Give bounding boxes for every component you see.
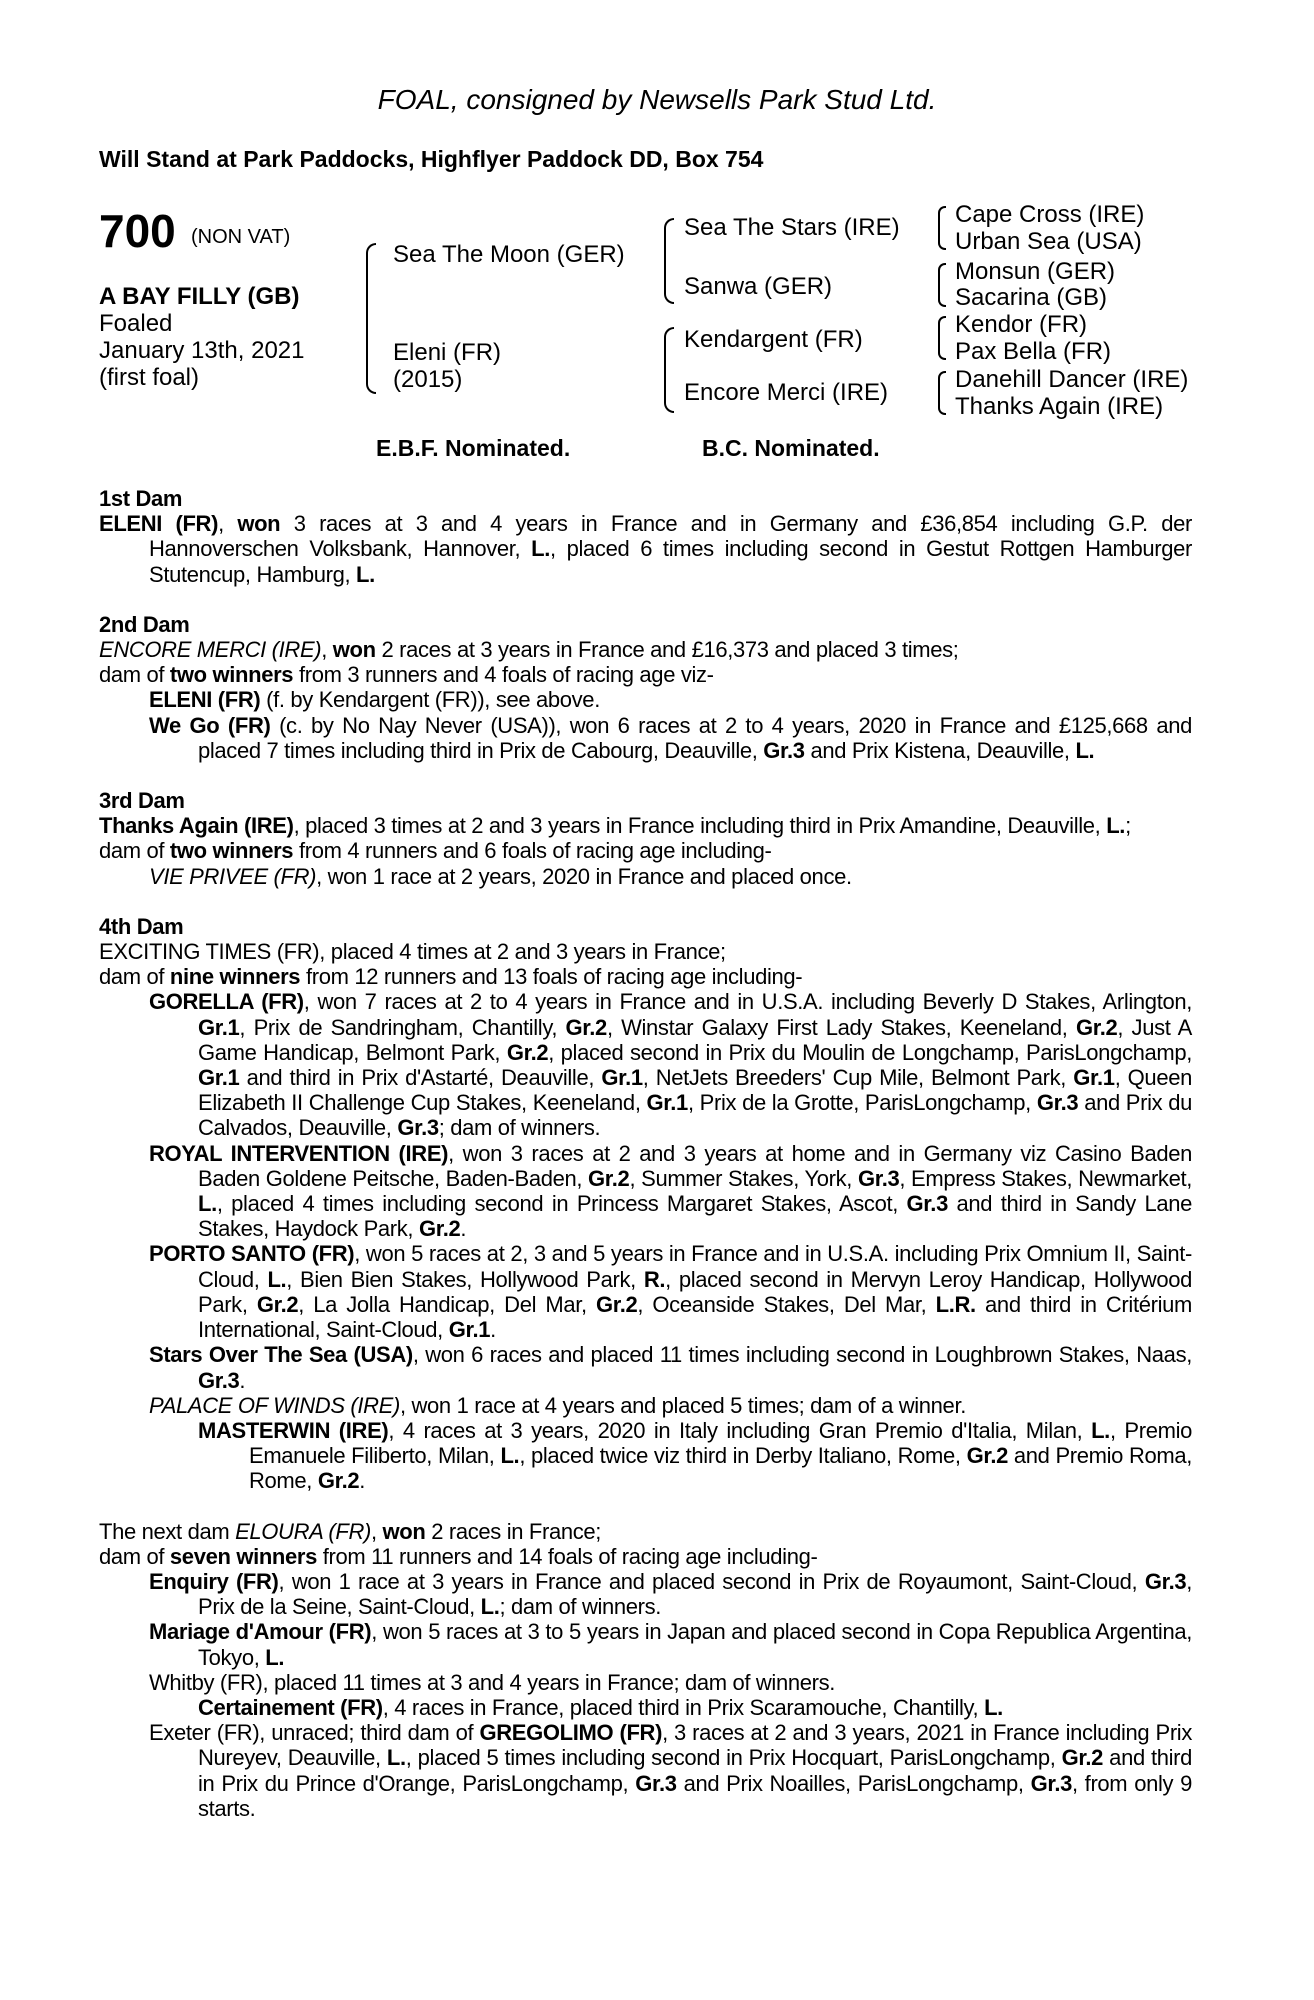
- text: dam of: [99, 1543, 170, 1569]
- bold-text: Gr.3: [1030, 1770, 1072, 1796]
- text: Whitby (FR), placed 11 times at 3 and 4 years in France; dam of winners.: [149, 1669, 836, 1695]
- text: , placed 4 times including second in Princess Margaret Stakes, Ascot,: [216, 1191, 907, 1217]
- bold-text: Enquiry (FR): [149, 1568, 279, 1594]
- pedigree-brace: [664, 327, 674, 413]
- section-heading: 4th Dam: [99, 913, 184, 939]
- text: , placed 5 times including second in Prix Hocquart, ParisLongchamp,: [405, 1745, 1062, 1771]
- bold-text: two winners: [169, 662, 294, 688]
- produce-record: [99, 1141, 1192, 1242]
- dam-section: [99, 914, 1192, 1494]
- text: , 4 races at 3 years, 2020 in Italy including Gran Premio d'Italia, Milan,: [388, 1417, 1092, 1443]
- text: from 4 runners and 6 foals of racing age including-: [293, 838, 772, 864]
- bold-text: L.: [480, 1594, 500, 1620]
- text: , won 1 race at 2 years, 2020 in France and placed once.: [316, 863, 852, 889]
- text: , placed second in Mervyn Leroy Handicap, Hollywood Park,: [198, 1266, 1192, 1317]
- bold-text: seven winners: [169, 1543, 317, 1569]
- text: ; dam of winners.: [499, 1594, 662, 1620]
- pedigree-sire-sire: Sea The Stars (IRE): [684, 214, 900, 241]
- produce-record: [99, 1418, 1192, 1494]
- text: and Prix du Calvados, Deauville,: [198, 1090, 1192, 1141]
- pedigree-ss-sire: Cape Cross (IRE): [955, 201, 1145, 228]
- bold-text: Gr.1: [448, 1317, 491, 1343]
- pedigree-ds-sire: Kendor (FR): [955, 311, 1088, 338]
- pedigree-brace: [938, 316, 946, 360]
- text: , won 3 races at 2 and 3 years at home and in Germany viz Casino Baden Baden Goldene Peitsche, Baden-Baden,: [198, 1140, 1192, 1191]
- text: ,: [370, 1518, 383, 1544]
- text: The next dam: [99, 1518, 236, 1544]
- text: .: [460, 1216, 467, 1242]
- bold-text: L.: [1106, 813, 1126, 839]
- bold-text: Gr.2: [256, 1291, 299, 1317]
- foaled-label: Foaled: [99, 310, 173, 337]
- bold-text: Gr.3: [635, 1770, 677, 1796]
- bold-text: Gr.3: [906, 1191, 948, 1217]
- pedigree-brace: [938, 206, 946, 250]
- text: and third in Critérium International, Saint-Cloud,: [198, 1291, 1192, 1343]
- bold-text: Gr.2: [317, 1468, 360, 1494]
- text: , Empress Stakes, Newmarket,: [899, 1165, 1192, 1191]
- text: from 12 runners and 13 foals of racing age including-: [300, 964, 803, 990]
- pedigree-sd-dam: Sacarina (GB): [955, 284, 1108, 311]
- pedigree-brace: [938, 371, 946, 415]
- pedigree-brace: [664, 218, 674, 304]
- pedigree-sd-sire: Monsun (GER): [955, 258, 1116, 285]
- bold-text: Gr.2: [565, 1014, 607, 1040]
- bold-text: Gr.1: [198, 1014, 240, 1040]
- bold-text: Gr.2: [1061, 1745, 1104, 1771]
- bold-text: Gr.1: [198, 1065, 240, 1091]
- dam-section: [99, 788, 1192, 889]
- text: , Winstar Galaxy First Lady Stakes, Keeneland,: [606, 1014, 1076, 1040]
- text: and Prix Noailles, ParisLongchamp,: [676, 1770, 1031, 1796]
- text: , Just A Game Handicap, Belmont Park,: [198, 1014, 1192, 1065]
- text: dam of: [99, 838, 170, 864]
- bold-text: L.: [386, 1745, 406, 1771]
- text: from 11 runners and 14 foals of racing age including-: [317, 1543, 818, 1569]
- produce-record: [99, 687, 1192, 712]
- text: ,: [321, 637, 333, 663]
- lot-price: 700: [99, 205, 176, 257]
- text: Exeter (FR), unraced; third dam of: [149, 1720, 480, 1746]
- lot-name: A BAY FILLY (GB): [99, 283, 300, 310]
- bold-text: We Go (FR): [149, 712, 271, 738]
- pedigree-dam: Eleni (FR): [393, 339, 502, 366]
- text: , won 7 races at 2 to 4 years in France and in U.S.A. including Beverly D Stakes, Arlington,: [303, 989, 1192, 1015]
- foal-note: (first foal): [99, 364, 200, 391]
- bold-text: Gr.2: [1075, 1014, 1118, 1040]
- bold-text: Gr.3: [857, 1165, 900, 1191]
- bold-text: won: [237, 511, 281, 537]
- text: dam of: [99, 662, 170, 688]
- bold-text: Gr.2: [966, 1443, 1008, 1469]
- bold-text: PORTO SANTO (FR): [149, 1241, 355, 1267]
- bold-text: Thanks Again (IRE): [99, 813, 294, 839]
- text: , Prix de la Grotte, ParisLongchamp,: [687, 1090, 1037, 1116]
- text: , won 1 race at 3 years in France and placed second in Prix de Royaumont, Saint-Cloud,: [278, 1568, 1145, 1594]
- text: and Premio Roma, Rome,: [249, 1443, 1193, 1494]
- text: , La Jolla Handicap, Del Mar,: [298, 1291, 596, 1317]
- bold-text: GREGOLIMO (FR): [479, 1720, 663, 1746]
- bold-text: ROYAL INTERVENTION (IRE): [149, 1140, 449, 1166]
- pedigree-sire-dam: Sanwa (GER): [684, 273, 833, 300]
- bold-text: Gr.2: [418, 1216, 461, 1242]
- text: , Premio Emanuele Filiberto, Milan,: [249, 1417, 1193, 1469]
- pedigree-ss-dam: Urban Sea (USA): [955, 228, 1142, 255]
- bold-text: Gr.3: [763, 737, 805, 763]
- text: , from only 9 starts.: [198, 1770, 1192, 1821]
- text: , 3 races at 2 and 3 years, 2021 in France including Prix Nureyev, Deauville,: [198, 1720, 1192, 1771]
- bold-text: GORELLA (FR): [149, 989, 304, 1015]
- section-heading: 3rd Dam: [99, 788, 185, 814]
- text: ; dam of winners.: [438, 1115, 601, 1141]
- text: .: [359, 1468, 365, 1494]
- text: 2 races at 3 years in France and £16,373 and placed 3 times;: [375, 637, 959, 663]
- section-heading: 1st Dam: [99, 486, 183, 511]
- pedigree-brace: [366, 243, 376, 394]
- bold-text: Gr.1: [601, 1065, 643, 1091]
- pedigree-sire: Sea The Moon (GER): [393, 241, 625, 268]
- bold-text: Gr.3: [198, 1367, 240, 1393]
- bold-text: Gr.1: [1073, 1065, 1115, 1091]
- ebf-nomination: E.B.F. Nominated.: [376, 435, 571, 461]
- produce-record: [99, 1720, 1192, 1821]
- text: , placed 6 times including second in Gestut Rottgen Hamburger Stutencup, Hamburg,: [149, 536, 1192, 587]
- stand-location: Will Stand at Park Paddocks, Highflyer Paddock DD, Box 754: [99, 146, 764, 172]
- bold-text: won: [382, 1518, 426, 1544]
- text: (f. by Kendargent (FR)), see above.: [260, 687, 600, 713]
- produce-record: [99, 813, 1192, 838]
- text: , Bien Bien Stakes, Hollywood Park,: [286, 1266, 644, 1292]
- produce-record: [99, 864, 1192, 889]
- pedigree-dam-dam: Encore Merci (IRE): [684, 379, 889, 406]
- italic-text: ELOURA (FR): [235, 1518, 371, 1544]
- produce-record: [99, 637, 1192, 662]
- bold-text: L.: [267, 1266, 287, 1292]
- produce-record: [99, 989, 1192, 1140]
- bold-text: L.: [1075, 737, 1095, 763]
- text: , won 6 races and placed 11 times including second in Loughbrown Stakes, Naas,: [412, 1342, 1192, 1368]
- italic-text: ENCORE MERCI (IRE): [99, 637, 322, 663]
- bc-nomination: B.C. Nominated.: [702, 435, 880, 461]
- bold-text: nine winners: [169, 964, 301, 990]
- bold-text: ELENI (FR): [99, 511, 219, 537]
- text: 2 races in France;: [425, 1518, 602, 1544]
- section-heading: 2nd Dam: [99, 611, 190, 637]
- produce-record: [99, 1393, 1192, 1418]
- bold-text: Gr.2: [595, 1291, 638, 1317]
- produce-record: [99, 1569, 1192, 1619]
- vat-status: (NON VAT): [191, 226, 291, 248]
- bold-text: L.: [984, 1694, 1003, 1720]
- text: and third in Prix du Prince d'Orange, ParisLongchamp,: [198, 1745, 1192, 1796]
- text: , NetJets Breeders' Cup Mile, Belmont Park,: [642, 1065, 1074, 1091]
- bold-text: Mariage d'Amour (FR): [149, 1619, 372, 1645]
- foaled-date: January 13th, 2021: [99, 337, 305, 364]
- text: dam of: [99, 964, 170, 990]
- italic-text: PALACE OF WINDS (IRE): [149, 1392, 400, 1418]
- bold-text: L.: [500, 1443, 520, 1469]
- produce-record: [99, 964, 1192, 989]
- bold-text: L.R.: [935, 1291, 976, 1317]
- text: , won 5 races at 3 to 5 years in Japan and placed second in Copa Republica Argentina, Tokyo,: [198, 1619, 1193, 1670]
- bold-text: two winners: [169, 838, 294, 864]
- text: (c. by No Nay Never (USA)), won 6 races at 2 to 4 years, 2020 in France and £125,668 and placed 7 times including third in Prix de Cabourg, Deauville,: [198, 712, 1193, 763]
- text: , placed 3 times at 2 and 3 years in France including third in Prix Amandine, Deauville,: [293, 813, 1107, 839]
- bold-text: Gr.3: [397, 1115, 439, 1141]
- bold-text: MASTERWIN (IRE): [198, 1417, 389, 1443]
- dam-section: [99, 486, 1192, 587]
- produce-record: [99, 1519, 1192, 1544]
- text: , Oceanside Stakes, Del Mar,: [637, 1291, 936, 1317]
- text: , Queen Elizabeth II Challenge Cup Stakes, Keeneland,: [198, 1065, 1192, 1116]
- produce-record: [99, 1695, 1192, 1720]
- bold-text: Gr.1: [646, 1090, 688, 1116]
- text: , Prix de Sandringham, Chantilly,: [239, 1014, 566, 1040]
- produce-record: [99, 838, 1192, 863]
- produce-record: [99, 939, 1192, 964]
- text: , placed second in Prix du Moulin de Longchamp, ParisLongchamp,: [548, 1039, 1193, 1065]
- text: , won 5 races at 2, 3 and 5 years in France and in U.S.A. including Prix Omnium II, Saint-Cloud,: [198, 1241, 1192, 1292]
- bold-text: L.: [356, 561, 375, 587]
- pedigree-brace: [938, 263, 946, 307]
- produce-record: [99, 662, 1192, 687]
- text: , Summer Stakes, York,: [629, 1165, 858, 1191]
- bold-text: ELENI (FR): [149, 687, 261, 713]
- bold-text: Gr.2: [588, 1165, 630, 1191]
- text: ;: [1125, 813, 1131, 839]
- text: and third in Prix d'Astarté, Deauville,: [239, 1065, 602, 1091]
- page-title: FOAL, consigned by Newsells Park Stud Ltd.: [377, 84, 937, 115]
- produce-record: [99, 1544, 1192, 1569]
- produce-record: [99, 713, 1192, 763]
- bold-text: Gr.2: [506, 1039, 549, 1065]
- text: EXCITING TIMES (FR), placed 4 times at 2 and 3 years in France;: [99, 939, 726, 965]
- pedigree-dam-sire: Kendargent (FR): [684, 326, 863, 353]
- text: , Prix de la Seine, Saint-Cloud,: [198, 1568, 1192, 1620]
- pedigree-ds-dam: Pax Bella (FR): [955, 338, 1112, 365]
- pedigree-dd-sire: Danehill Dancer (IRE): [955, 366, 1189, 393]
- produce-record: [99, 1241, 1192, 1342]
- text: .: [239, 1367, 246, 1393]
- bold-text: won: [332, 637, 376, 663]
- dam-section: [99, 612, 1192, 763]
- bold-text: Stars Over The Sea (USA): [149, 1342, 413, 1368]
- text: and third in Sandy Lane Stakes, Haydock Park,: [198, 1191, 1192, 1242]
- italic-text: VIE PRIVEE (FR): [149, 863, 317, 889]
- bold-text: L.: [531, 536, 550, 562]
- text: from 3 runners and 4 foals of racing age viz-: [293, 662, 714, 688]
- text: , 4 races in France, placed third in Prix Scaramouche, Chantilly,: [382, 1694, 985, 1720]
- bold-text: Gr.3: [1144, 1568, 1187, 1594]
- produce-record: [99, 1342, 1192, 1392]
- produce-record: [99, 1670, 1192, 1695]
- text: , won 1 race at 4 years and placed 5 times; dam of a winner.: [399, 1392, 966, 1418]
- text: , placed twice viz third in Derby Italiano, Rome,: [519, 1443, 967, 1469]
- bold-text: R.: [643, 1266, 666, 1292]
- dam-section: [99, 1519, 1192, 1821]
- text: ,: [218, 511, 238, 537]
- catalogue-body: [99, 486, 1192, 1846]
- text: and Prix Kistena, Deauville,: [804, 737, 1076, 763]
- bold-text: L.: [198, 1191, 217, 1217]
- pedigree-dam-year: (2015): [393, 366, 463, 393]
- produce-record: [99, 1619, 1192, 1669]
- text: 3 races at 3 and 4 years in France and in Germany and £36,854 including G.P. der Hannoverschen Volksbank, Hannover,: [149, 511, 1192, 562]
- text: .: [490, 1317, 496, 1343]
- bold-text: L.: [1091, 1417, 1110, 1443]
- produce-record: [99, 511, 1192, 587]
- bold-text: Certainement (FR): [198, 1694, 383, 1720]
- bold-text: L.: [265, 1644, 285, 1670]
- bold-text: Gr.3: [1036, 1090, 1079, 1116]
- pedigree-dd-dam: Thanks Again (IRE): [955, 393, 1164, 420]
